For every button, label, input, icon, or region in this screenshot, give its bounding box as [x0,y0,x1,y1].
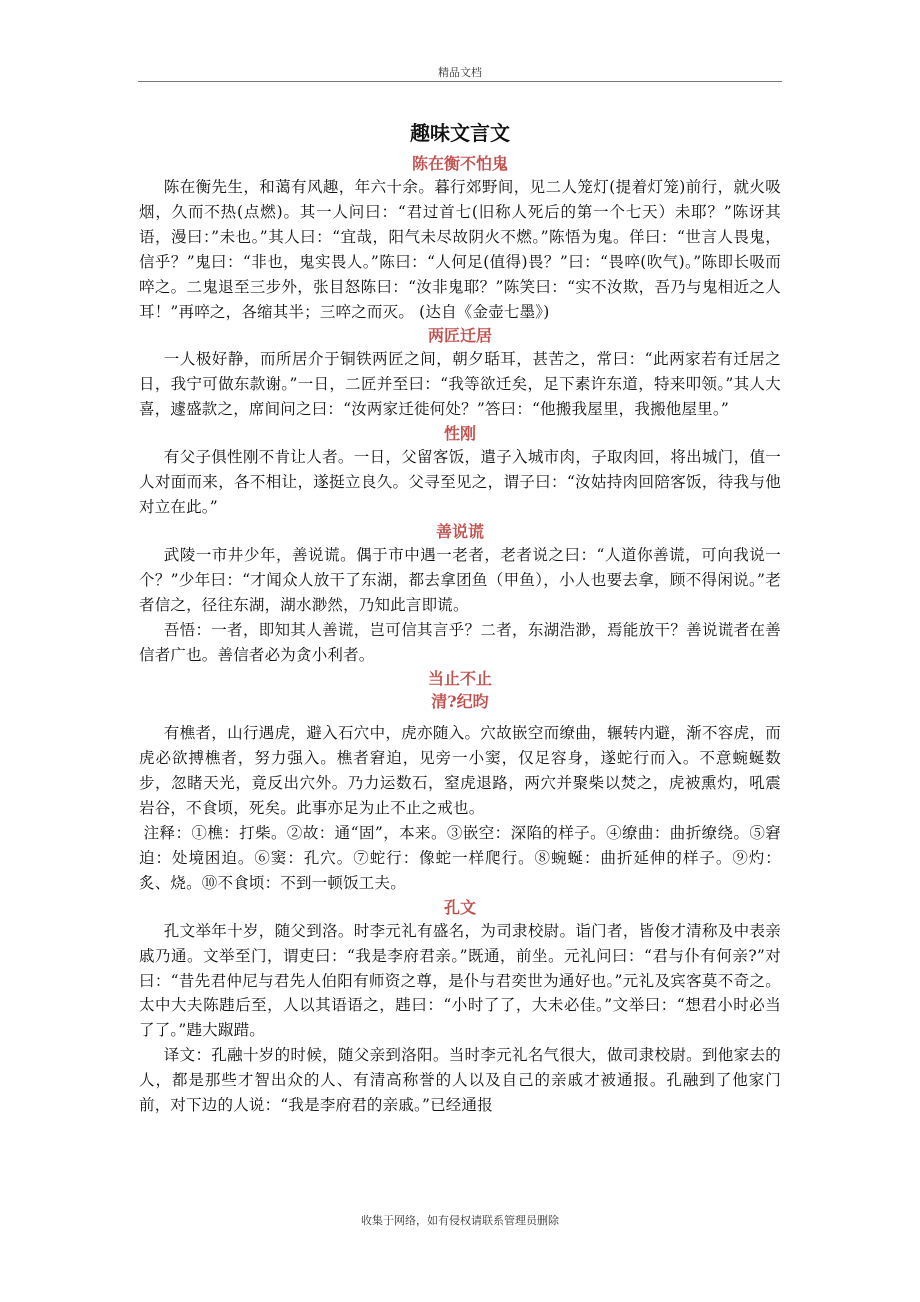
section-liang-jiang [139,324,781,422]
spacer [139,713,781,721]
section-chen-zaiheng [139,152,781,324]
annotation-notes: 注释：①樵：打柴。②故：通“固”，本来。③嵌空：深陷的样子。④缭曲：曲折缭绕。⑤窘迫：处境困迫。⑥窦：孔穴。⑦蛇行：像蛇一样爬行。⑧蜿蜒：曲折延伸的样子。⑨灼：炙、烧。⑩不食顷：不到一顿饭工夫。 [139,824,781,892]
section-paragraph: 武陵一市井少年，善说谎。偶于市中遇一老者，老者说之曰：“人道你善谎，可向我说一个？”少年曰：“才闻众人放干了东湖，都去拿团鱼（甲鱼），小人也要去拿，顾不得闲说。”老者信之，径往东湖，湖水渺然，乃知此言即谎。 [139,545,781,614]
section-title: 两匠迁居 [427,326,492,346]
section-paragraph: 吾悟：一者，即知其人善谎，岂可信其言乎？二者，东湖浩渺，焉能放干？善说谎者在善信者广也。善信者必为贪小利者。 [139,620,781,664]
page-header: 精品文档 [438,66,482,79]
section-shan-shuohuang [139,520,781,668]
section-dang-zhi [139,667,781,895]
section-paragraph: 陈在衡先生，和蔼有风趣，年六十余。暮行郊野间，见二人笼灯(提着灯笼)前行，就火吸烟，久而不热(点燃)。其一人问曰：“君过首七(旧称人死后的第一个七天）未耶？”陈讶其语，漫曰：”未也。”其人曰：“宜哉，阳气未尽故阴火不燃。”陈悟为鬼。佯曰：“世言人畏鬼，信乎？”鬼曰：“非也，鬼实畏人。”陈曰：“人何足(值得)畏？”曰：“畏啐(吹气)。”陈即长吸而啐之。二鬼退至三步外，张目怒陈曰：“汝非鬼耶？”陈笑曰：“实不汝欺，吾乃与鬼相近之人耳！”再啐之，各缩其半；三啐之而灭。 (达自《金壶七墨》) [139,178,781,321]
section-xing-gang [139,422,781,520]
section-title: 陈在衡不怕鬼 [411,154,508,173]
section-kong-wen [139,896,781,1118]
section-paragraph: 有父子俱性刚不肯让人者。一日，父留客饭，遣子入城市肉，子取肉回，将出城门，值一人对面而来，各不相让，遂挺立良久。父寻至见之，谓子曰：“汝姑持肉回陪客饭，待我与他对立在此。” [139,448,781,516]
section-title: 善说谎 [435,521,484,541]
header-divider [138,81,782,82]
section-title: 当止不止 [427,669,492,689]
translation-paragraph: 译文：孔融十岁的时候，随父亲到洛阳。当时李元礼名气很大，做司隶校尉。到他家去的人，都是那些才智出众的人、有清高称誉的人以及自己的亲戚才被通报。孔融到了他家门前，对下边的人说：“我是李府君的亲戚。”已经通报 [139,1046,781,1115]
section-title: 孔文 [443,897,476,917]
section-paragraph: 一人极好静，而所居介于铜铁两匠之间，朝夕聒耳，甚苦之，常曰：“此两家若有迁居之日，我宁可做东款谢。”一日，二匠并至曰：“我等欲迁矣，足下素许东道，特来叩领。”其人大喜，遽盛款之，席间问之曰：“汝两家迁徙何处？”答曰：“他搬我屋里，我搬他屋里。” [139,350,781,419]
document-body [139,118,781,1118]
document-title: 趣味文言文 [410,121,510,145]
section-author: 清?纪昀 [431,692,489,712]
page-footer: 收集于网络，如有侵权请联系管理员删除 [361,1214,559,1227]
section-paragraph: 有樵者，山行遇虎，避入石穴中，虎亦随入。穴故嵌空而缭曲，辗转内避，渐不容虎，而虎必欲搏樵者，努力强入。樵者窘迫，见旁一小窦，仅足容身，遂蛇行而入。不意蜿蜒数步，忽睹天光，竟反出穴外。乃力运数石，窒虎退路，两穴并聚柴以焚之，虎被熏灼，吼震岩谷，不食顷，死矣。此事亦足为止不止之戒也。 [139,724,781,818]
section-paragraph: 孔文举年十岁，随父到洛。时李元礼有盛名，为司隶校尉。诣门者，皆俊才清称及中表亲戚乃通。文举至门，谓吏曰：“我是李府君亲。”既通，前坐。元礼问曰：“君与仆有何亲?”对曰：“昔先君仲尼与君先人伯阳有师资之尊，是仆与君奕世为通好也。”元礼及宾客莫不奇之。太中大夫陈韪后至，人以其语语之，韪曰：“小时了了，大未必佳。”文举曰：“想君小时必当了了。”韪大踧踖。 [139,921,781,1040]
section-title: 性刚 [443,424,476,444]
